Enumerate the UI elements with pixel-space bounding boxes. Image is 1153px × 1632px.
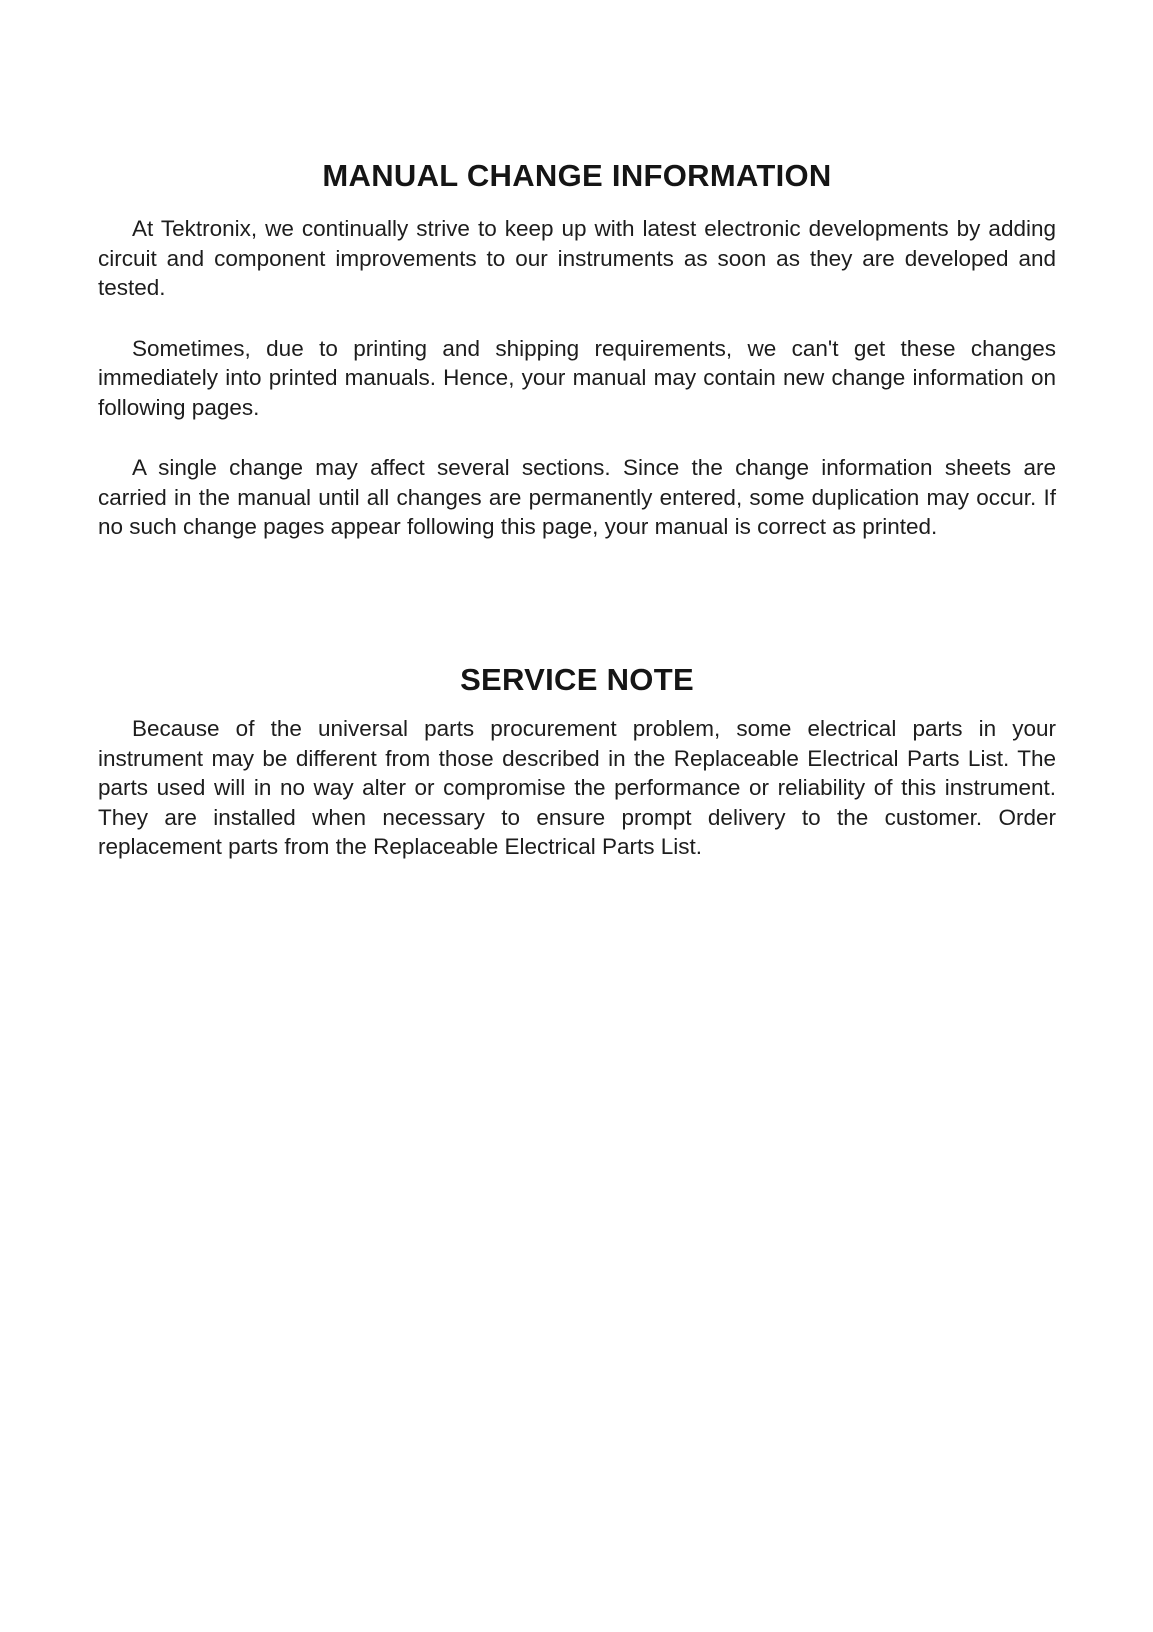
service-note-paragraph: Because of the universal parts procurement problem, some electrical parts in your instrument may be different from those described in the Replaceable Electrical Parts List. The parts used will in no way alter or compromise the performance or reliability of this instrument. They are installed when necessary to ensure prompt delivery to the customer. Order replacement parts from the Replaceable Electrical Parts List. [98,716,1056,859]
manual-change-information-section [98,158,1056,542]
manual-change-paragraph-2: Sometimes, due to printing and shipping requirements, we can't get these changes immediately into printed manuals. Hence, your manual may contain new change information on following pages. [98,335,1056,420]
manual-change-paragraph-3: A single change may affect several sections. Since the change information sheets are carried in the manual until all changes are permanently entered, some duplication may occur. If no such change pages appear following this page, your manual is correct as printed. [98,455,1056,539]
service-note-heading: SERVICE NOTE [460,662,694,697]
service-note-section [98,662,1056,862]
manual-change-heading: MANUAL CHANGE INFORMATION [322,158,832,193]
manual-change-paragraph-1: At Tektronix, we continually strive to keep up with latest electronic developments by adding circuit and component improvements to our instruments as soon as they are developed and tested. [98,216,1056,300]
